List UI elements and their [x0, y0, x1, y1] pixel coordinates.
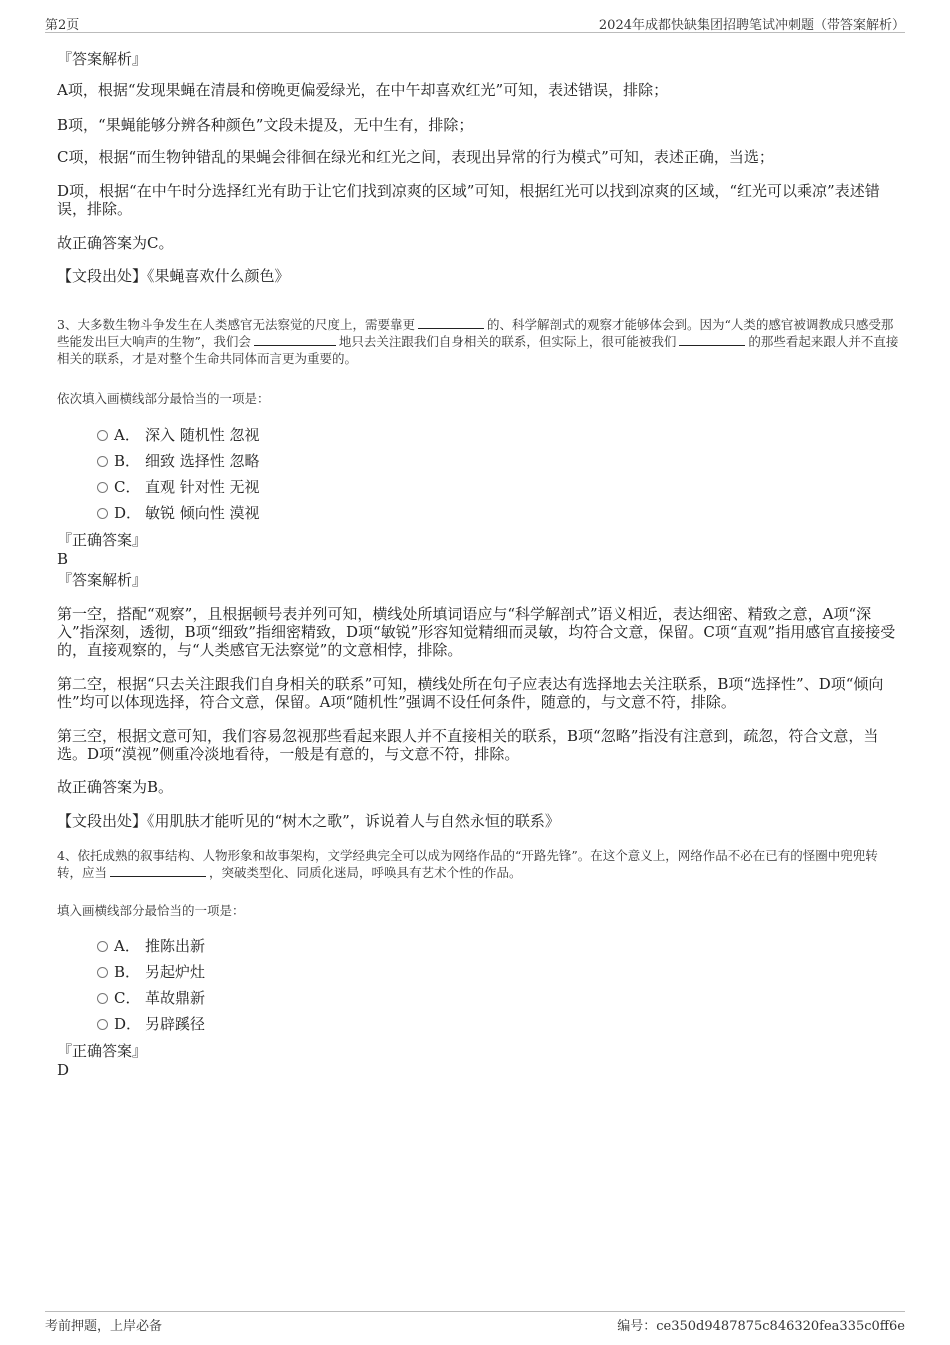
radio-icon[interactable] [97, 482, 108, 493]
q3-answer: B [57, 550, 69, 568]
q3-blank-1 [418, 316, 484, 329]
q3-option-a[interactable]: A． 深入 随机性 忽视 [97, 426, 260, 444]
radio-icon[interactable] [97, 967, 108, 978]
q2-source: 【文段出处】《果蝇喜欢什么颜色》 [57, 267, 290, 285]
q3-question-text: 3、大多数生物斗争发生在人类感官无法察觉的尺度上，需要靠更 的、科学解剖式的观察才能够体会到。因为“人类的感官被调教成只感受那些能发出巨大响声的生物”，我们会 地只去关注跟我们自身相关的联系，但实际上，很可能被我们 的那些看起来跟人并不直接相关的联系，才是对整个生命共同体而言更为重要的。 [57, 317, 899, 366]
q4-question-text: 4、依托成熟的叙事结构、人物形象和故事架构，文学经典完全可以成为网络作品的“开路先锋”。在这个意义上，网络作品不必在已有的怪圈中兜兜转转，应当 ，突破类型化、同质化迷局，呼唤具有艺术个性的作品。 [57, 848, 878, 880]
page-footer [45, 1311, 905, 1340]
q4-answer: D [57, 1061, 70, 1079]
q2-analysis-b: B项，“果蝇能够分辨各种颜色”文段未提及，无中生有，排除； [57, 116, 474, 134]
q3-option-c[interactable]: C． 直观 针对性 无视 [97, 478, 260, 496]
q4-option-b[interactable]: B． 另起炉灶 [97, 963, 205, 981]
q4-option-d[interactable]: D． 另辟蹊径 [97, 1015, 205, 1033]
q3-blank-3 [679, 333, 745, 346]
radio-icon[interactable] [97, 993, 108, 1004]
q4-option-a[interactable]: A． 推陈出新 [97, 937, 205, 955]
page-header [45, 12, 905, 33]
q3-answer-heading: 『正确答案』 [57, 531, 148, 549]
q3-analysis-p1: 第一空，搭配“观察”，且根据顿号表并列可知，横线处所填词语应与“科学解剖式”语义相近，表达细密、精致之意，A项“深入”指深刻，透彻，B项“细致”指细密精致，D项“敏锐”形容知觉精细而灵敏，均符合文意，保留。C项“直观”指用感官直接接受的，直接观察的，与“人类感官无法察觉”的文意相悖，排除。 [57, 605, 896, 659]
q2-analysis-a: A项，根据“发现果蝇在清晨和傍晚更偏爱绿光，在中午却喜欢红光”可知，表述错误，排除； [57, 81, 669, 99]
q3-option-b[interactable]: B． 细致 选择性 忽略 [97, 452, 260, 470]
q3-option-d[interactable]: D． 敏锐 倾向性 漠视 [97, 504, 260, 522]
q4-blank [110, 864, 206, 877]
q4-answer-heading: 『正确答案』 [57, 1042, 148, 1060]
q4-prompt: 填入画横线部分最恰当的一项是： [57, 903, 245, 918]
radio-icon[interactable] [97, 508, 108, 519]
q2-analysis-heading: 『答案解析』 [57, 50, 148, 68]
q2-analysis-d: D项，根据“在中午时分选择红光有助于让它们找到凉爽的区域”可知，根据红光可以找到凉爽的区域，“红光可以乘凉”表述错误，排除。 [57, 182, 880, 218]
document-title: 2024年成都快缺集团招聘笔试冲刺题（带答案解析） [598, 18, 905, 33]
document-code: 编号：ce350d9487875c846320fea335c0ff6e [617, 1319, 905, 1334]
q3-analysis-p2: 第二空，根据“只去关注跟我们自身相关的联系”可知，横线处所在句子应表达有选择地去关注联系，B项“选择性”、D项“倾向性”均可以体现选择，符合文意，保留。A项“随机性”强调不设任何条件，随意的，与文意不符，排除。 [57, 675, 884, 711]
q2-analysis-c: C项，根据“而生物钟错乱的果蝇会徘徊在绿光和红光之间，表现出异常的行为模式”可知，表述正确，当选； [57, 148, 774, 166]
radio-icon[interactable] [97, 456, 108, 467]
radio-icon[interactable] [97, 430, 108, 441]
q3-source: 【文段出处】《用肌肤才能听见的“树木之歌”，诉说着人与自然永恒的联系》 [57, 812, 560, 830]
page-number: 第2页 [45, 18, 80, 33]
q2-conclusion: 故正确答案为C。 [57, 234, 174, 252]
q3-prompt: 依次填入画横线部分最恰当的一项是： [57, 391, 270, 406]
radio-icon[interactable] [97, 941, 108, 952]
radio-icon[interactable] [97, 1019, 108, 1030]
q4-option-c[interactable]: C． 革故鼎新 [97, 989, 205, 1007]
footer-slogan: 考前押题，上岸必备 [45, 1319, 163, 1334]
q3-analysis-p3: 第三空，根据文意可知，我们容易忽视那些看起来跟人并不直接相关的联系，B项“忽略”指没有注意到，疏忽，符合文意，当选。D项“漠视”侧重冷淡地看待，一般是有意的，与文意不符，排除。 [57, 727, 879, 763]
q3-analysis-heading: 『答案解析』 [57, 571, 148, 589]
q3-conclusion: 故正确答案为B。 [57, 778, 174, 796]
q3-blank-2 [254, 333, 336, 346]
